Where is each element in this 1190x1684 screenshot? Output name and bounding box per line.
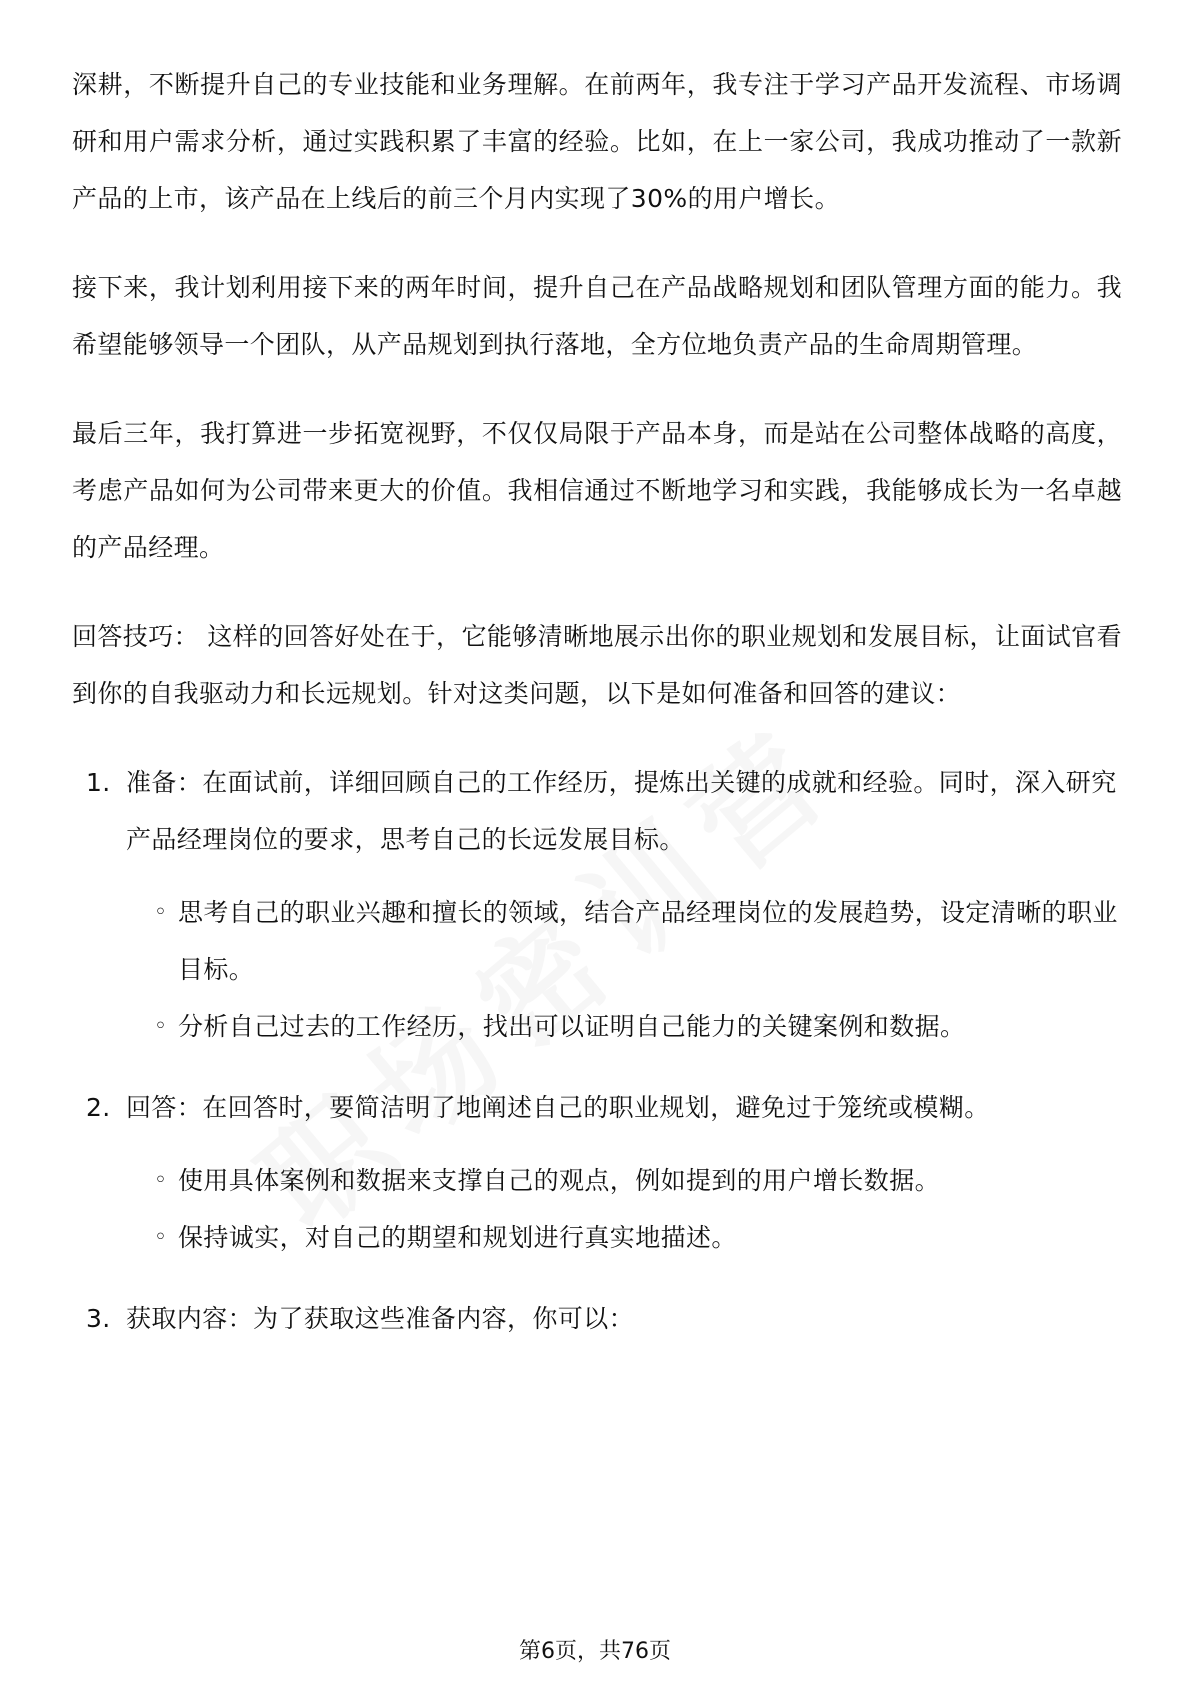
list-number: 3.: [86, 1304, 111, 1333]
paragraph-1: 深耕，不断提升自己的专业技能和业务理解。在前两年，我专注于学习产品开发流程、市场调研和用户需求分析，通过实践积累了丰富的经验。比如，在上一家公司，我成功推动了一款新产品的上市，该产品在上线后的前三个月内实现了30%的用户增长。: [72, 70, 1122, 213]
bullet-icon: ◦: [154, 900, 168, 925]
sub-list-text: 使用具体案例和数据来支撑自己的观点，例如提到的用户增长数据。: [178, 1166, 941, 1195]
sub-list-text: 分析自己过去的工作经历，找出可以证明自己能力的关键案例和数据。: [178, 1012, 966, 1041]
sub-list-item: [154, 998, 1122, 1055]
sub-list-text: 思考自己的职业兴趣和擅长的领域，结合产品经理岗位的发展趋势，设定清晰的职业目标。: [178, 898, 1118, 984]
list-item-2: [72, 1079, 1122, 1266]
page-footer: 第6页，共76页: [519, 1639, 671, 1664]
sub-list-text: 保持诚实，对自己的期望和规划进行真实地描述。: [178, 1223, 737, 1252]
list-item-1: [72, 754, 1122, 1055]
bullet-icon: ◦: [154, 1014, 168, 1039]
sub-list-item: [154, 1209, 1122, 1266]
paragraph-3: 最后三年，我打算进一步拓宽视野，不仅仅局限于产品本身，而是站在公司整体战略的高度，考虑产品如何为公司带来更大的价值。我相信通过不断地学习和实践，我能够成长为一名卓越的产品经理。: [72, 419, 1122, 562]
list-item-text: 回答：在回答时，要简洁明了地阐述自己的职业规划，避免过于笼统或模糊。: [126, 1093, 990, 1122]
bullet-icon: ◦: [154, 1225, 168, 1250]
sub-list: [126, 884, 1122, 1055]
list-item-text: 获取内容：为了获取这些准备内容，你可以：: [126, 1304, 635, 1333]
list-item-text: 准备：在面试前，详细回顾自己的工作经历，提炼出关键的成就和经验。同时，深入研究产品经理岗位的要求，思考自己的长远发展目标。: [126, 768, 1117, 854]
sub-list-item: [154, 884, 1122, 998]
list-number: 1.: [86, 768, 111, 797]
content-body: [72, 56, 1122, 1347]
list-number: 2.: [86, 1093, 111, 1122]
paragraph-2: 接下来，我计划利用接下来的两年时间，提升自己在产品战略规划和团队管理方面的能力。我希望能够领导一个团队，从产品规划到执行落地，全方位地负责产品的生命周期管理。: [72, 273, 1122, 359]
paragraph-answer-tips: 回答技巧： 这样的回答好处在于，它能够清晰地展示出你的职业规划和发展目标，让面试官看到你的自我驱动力和长远规划。针对这类问题，以下是如何准备和回答的建议：: [72, 622, 1122, 708]
list-item-3: [72, 1290, 1122, 1347]
sub-list-item: [154, 1152, 1122, 1209]
bullet-icon: ◦: [154, 1168, 168, 1193]
sub-list: [126, 1152, 1122, 1266]
numbered-list: [72, 754, 1122, 1347]
